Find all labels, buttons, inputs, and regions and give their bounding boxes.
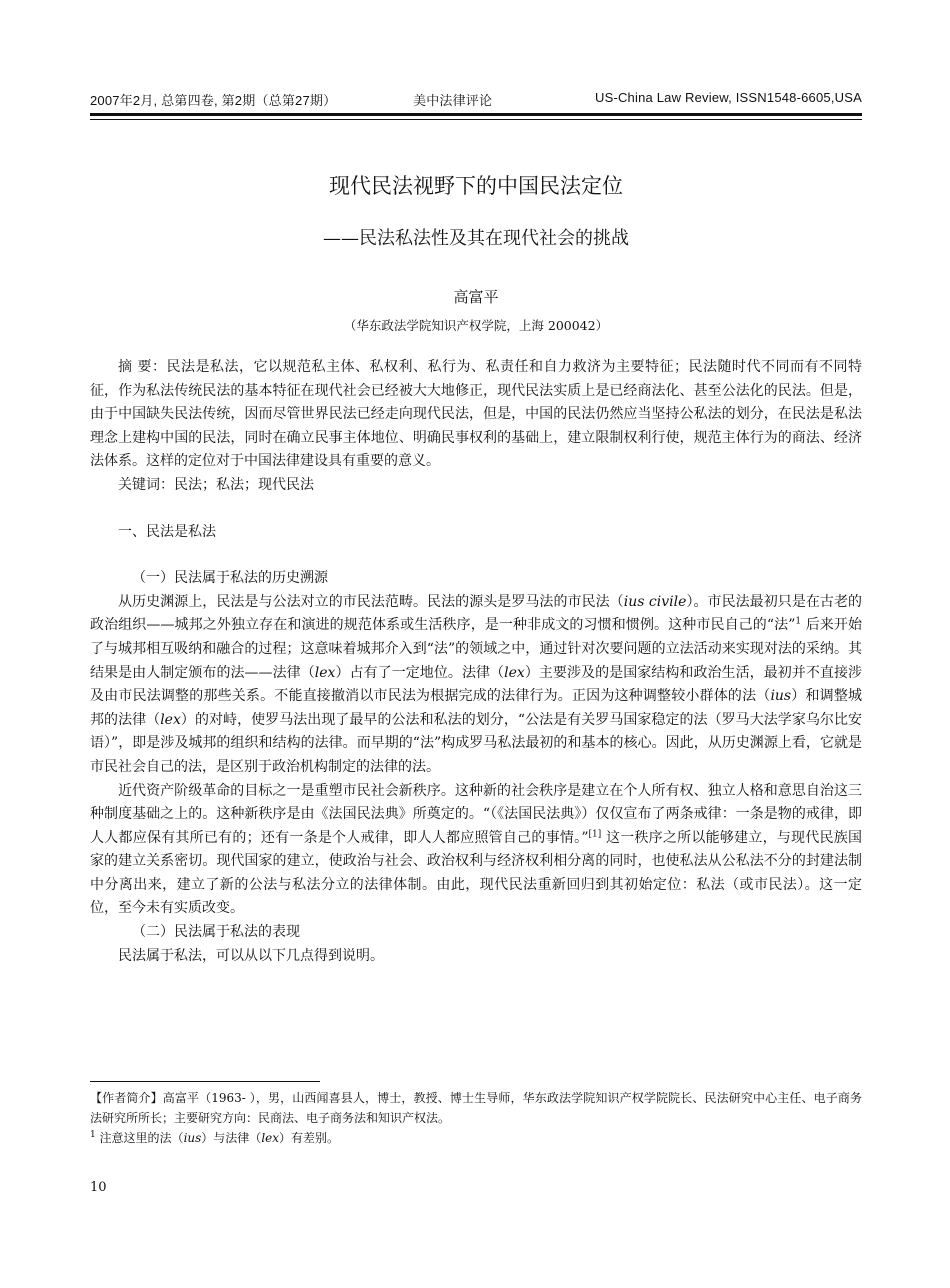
paragraph-3: 民法属于私法，可以从以下几点得到说明。: [118, 947, 384, 964]
text-run: 近代资产阶级革命的目标之一是重塑市民社会新秩序。这种新的社会秩序是建立在个人所有权、独立人格和意思自治这三种制度基础之上的。这种新秩序是由《法国民法典》所奠定的。“（《法国民法典》）仅仅宣布了两条戒律：一条是物的戒律，即人人都应保有其所已有的；还有一条是个人戒律，即人人都应照管自己的事情。”: [90, 782, 862, 846]
article-subtitle: ——民法私法性及其在现代社会的挑战: [323, 228, 629, 249]
author-name: 高富平: [453, 288, 499, 306]
text-run: ）有差别。: [279, 1131, 340, 1145]
text-run: 注意这里的法（: [95, 1131, 184, 1145]
text-run: 这一秩序之所以能够建立，与现代民族国家的建立关系密切。现代国家的建立，使政治与社会、政治权利与经济权利相分离的同时，也使私法从公私法不分的封建法制中分离出来，建立了新的公法与私法分立的法律体制。由此，现代民法重新回归到其初始定位：私法（或市民法）。这一定位，至今未有实质改变。: [90, 829, 863, 917]
journal-name-chinese: 美中法律评论: [413, 93, 493, 108]
latin-term: ius: [183, 1131, 202, 1145]
author-bio-text: 高富平（1963- ），男，山西闻喜县人，博士，教授、博士生导师，华东政法学院知识产权学院院长、民法研究中心主任、电子商务法研究所所长；主要研究方向：民商法、电子商务法和知识产权法。: [90, 1091, 862, 1125]
latin-term: ius: [770, 688, 792, 705]
abstract: [90, 356, 862, 474]
page-number: 10: [90, 1180, 107, 1195]
latin-term: lex: [504, 664, 525, 681]
article-body: [90, 356, 862, 968]
footnotes: [90, 1088, 862, 1148]
footnote-1: [90, 1128, 862, 1148]
latin-term: lex: [160, 711, 181, 728]
abstract-label: 摘 要：: [118, 359, 167, 375]
journal-name-english: US-China Law Review, ISSN1548-6605,USA: [594, 90, 862, 105]
header-rule-thick: [90, 113, 862, 116]
subsection-heading-1: （一）民法属于私法的历史溯源: [132, 570, 328, 587]
text-run: ）主要涉及的是国家结构和政治生活，最初并不直接涉及由市民法调整的那些关系。不能直接撤消以市民法为根据完成的法律行为。正因为这种调整较小群体的法（: [90, 664, 863, 705]
running-header: [90, 90, 862, 110]
header-rule-thin: [90, 119, 862, 120]
section-heading-1: 一、民法是私法: [118, 523, 216, 540]
latin-term: lex: [261, 1131, 280, 1145]
text-run: ）。市民法最初只是在古老的政治组织——城邦之外独立存在和演进的规范体系或生活秩序，是一种非成文的习惯和惯例。这种市民自己的“法”: [90, 593, 863, 634]
abstract-text: 民法是私法，它以规范私主体、私权利、私行为、私责任和自力救济为主要特征；民法随时代不同而有不同特征，作为私法传统民法的基本特征在现代社会已经被大大地修正，现代民法实质上是已经商法化、甚至公法化的民法。但是，由于中国缺失民法传统，因而尽管世界民法已经走向现代民法，但是，中国的民法仍然应当坚持公私法的划分，在民法是私法理念上建构中国的民法，同时在确立民事主体地位、明确民事权利的基础上，建立限制权利行使，规范主体行为的商法、经济法体系。这样的定位对于中国法律建设具有重要的意义。: [90, 359, 863, 470]
citation-marker[interactable]: [1]: [588, 829, 602, 840]
keywords: 关键词：民法；私法；现代民法: [118, 476, 314, 493]
journal-issue-info: 2007年2月, 总第四卷, 第2期（总第27期）: [90, 93, 337, 108]
text-run: ）占有了一定地位。法律（: [335, 664, 505, 681]
footnote-number: 1: [90, 1130, 96, 1140]
subsection-heading-2: （二）民法属于私法的表现: [132, 924, 300, 941]
text-run: ）和调整城邦的法律（: [90, 688, 863, 728]
text-run: 从历史渊源上，民法是与公法对立的市民法范畴。民法的源头是罗马法的市民法（: [118, 593, 624, 610]
text-run: 后来开始了与城邦相互吸纳和融合的过程；这意味着城邦介入到“法”的领域之中，通过针对次要问题的立法活动来实现对法的采纳。其结果是由人制定颁布的法——法律（: [90, 617, 863, 681]
text-run: ）与法律（: [201, 1131, 262, 1145]
paragraph-1: [90, 591, 862, 780]
article-title: 现代民法视野下的中国民法定位: [329, 174, 623, 198]
author-bio-label: 【作者简介】: [90, 1091, 163, 1105]
paragraph-2: [90, 780, 862, 922]
latin-term: lex: [314, 664, 336, 681]
footnote-marker[interactable]: 1: [795, 616, 802, 627]
author-affiliation: （华东政法学院知识产权学院，上海 200042）: [343, 318, 609, 333]
text-run: ）的对峙，使罗马法出现了最早的公法和私法的划分，“公法是有关罗马国家稳定的法（罗马大法学家乌尔比安语）”，即是涉及城邦的组织和结构的法律。而早期的“法”构成罗马私法最初的和基本的核心。因此，从历史渊源上看，它就是市民社会自己的法，是区别于政治机构制定的法律的法。: [90, 711, 863, 775]
footnote-separator: [90, 1081, 320, 1082]
author-bio-note: [90, 1088, 862, 1128]
latin-term: ius civile: [623, 593, 687, 610]
